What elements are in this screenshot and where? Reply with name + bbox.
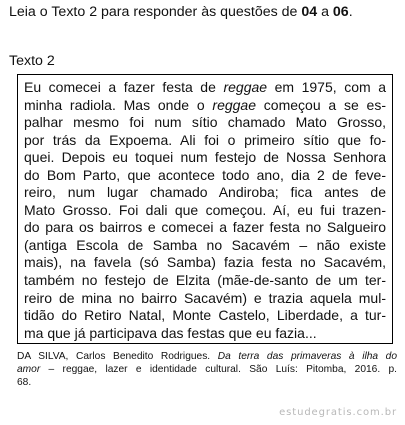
- passage-line: [24, 97, 386, 115]
- passage-line: [24, 167, 386, 185]
- instruction-question-to: 06: [332, 4, 349, 20]
- passage-segment: Eu comecei a fazer festa de: [24, 79, 224, 95]
- passage-line: [24, 307, 386, 325]
- instruction-middle: a: [317, 4, 333, 20]
- citation-segment: 68.: [17, 377, 32, 388]
- citation-line: [17, 376, 397, 389]
- passage-line: [24, 254, 386, 272]
- passage-segment: tidão do Retiro Natal, Monte Castelo, Liberdade, a tur-: [24, 307, 386, 324]
- passage-line: [24, 79, 386, 97]
- passage-segment: reggae: [223, 79, 268, 95]
- passage-segment: começou a se es-: [256, 96, 387, 113]
- passage-segment: em 1975, com a: [267, 79, 386, 95]
- passage-segment: ma que já participava das festas que eu fazia...: [24, 324, 317, 341]
- citation-segment: – reggae, lazer e identidade cultural. São Luís: Pitomba, 2016. p.: [40, 364, 397, 375]
- passage-box: [17, 74, 393, 344]
- passage-line: [24, 237, 386, 255]
- citation-line: [17, 363, 397, 376]
- citation-segment: Da terra das primaveras à ilha do: [217, 351, 397, 362]
- instruction-suffix: .: [348, 4, 353, 20]
- passage-line: [24, 202, 386, 220]
- passage-segment: do Bom Parto, que acontece todo ano, dia 2 de feve-: [24, 166, 386, 183]
- passage-line: [24, 272, 386, 290]
- passage-segment: reiro de mina no bairro Sacavém) e trazia aquela mul-: [24, 289, 386, 306]
- passage-segment: reiro, num lugar chamado Andiroba; fica antes de: [24, 184, 386, 201]
- citation-segment: amor: [17, 364, 41, 375]
- citation-segment: DA SILVA, Carlos Benedito Rodrigues.: [17, 351, 218, 362]
- passage-line: [24, 219, 386, 237]
- passage-segment: palhar mesmo foi num sítio chamado Mato Grosso,: [24, 114, 386, 131]
- passage-line: [24, 149, 386, 167]
- passage-line: [24, 114, 386, 132]
- passage-segment: (antiga Escola de Samba no Sacavém – não existe: [24, 236, 386, 253]
- passage-segment: minha radiola. Mas onde o: [24, 96, 213, 113]
- passage-segment: também no festejo de Elzita (mãe-de-santo de um ter-: [24, 272, 386, 289]
- passage-segment: Mato Grosso. Foi dali que começou. Aí, eu fui trazen-: [24, 201, 386, 218]
- passage-segment: por trás da Expoema. Ali foi o primeiro sítio que fo-: [24, 131, 386, 148]
- passage-line: [24, 132, 386, 150]
- instruction-question-from: 04: [301, 4, 318, 20]
- passage-segment: do para os bairros e comecei a fazer festa no Salgueiro: [24, 219, 386, 236]
- passage-segment: reggae: [212, 96, 256, 113]
- text-label: Texto 2: [9, 53, 55, 69]
- passage-line: [24, 325, 386, 343]
- passage-segment: mais), na favela (só Samba) fazia festa no Sacavém,: [24, 254, 386, 271]
- citation-line: [17, 350, 397, 363]
- passage-segment: quei. Depois eu toquei num festejo de Nossa Senhora: [24, 149, 386, 166]
- passage-line: [24, 184, 386, 202]
- passage-line: [24, 290, 386, 308]
- instruction-prefix: Leia o Texto 2 para responder às questões de: [9, 4, 302, 20]
- instruction-text: [9, 3, 401, 21]
- citation: [17, 350, 397, 389]
- watermark: estudegratis.com.br: [279, 407, 397, 418]
